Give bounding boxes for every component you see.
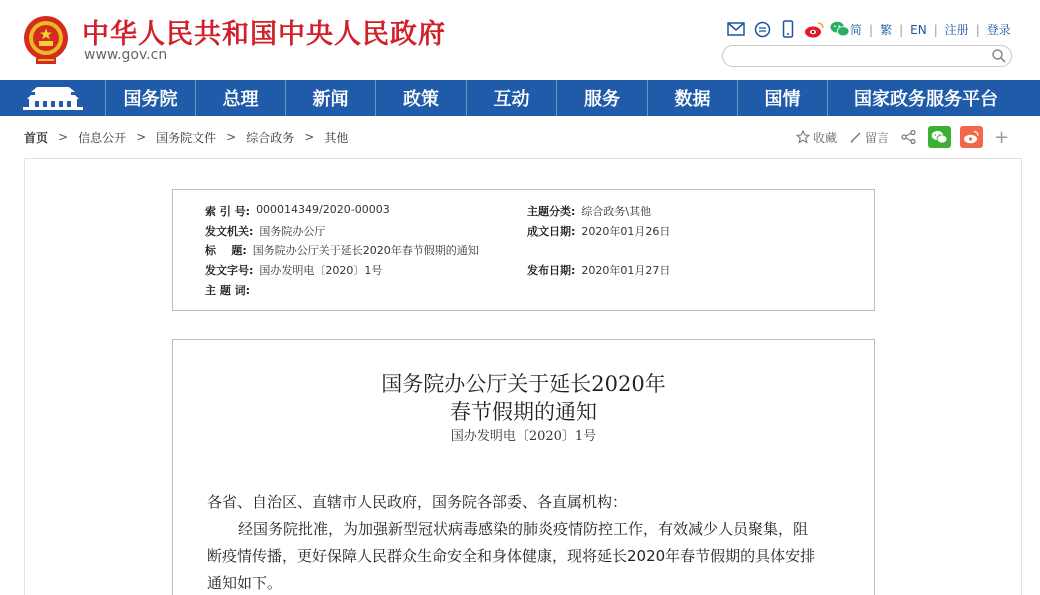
document-title-line-1: 国务院办公厅关于延长2020年 [381, 372, 666, 396]
meta-docno-label: 发文字号: [205, 264, 254, 277]
favorite-label: 收藏 [813, 130, 838, 145]
divider: | [933, 22, 938, 37]
nav-item-services[interactable]: 服务 [557, 80, 648, 116]
meta-title-value: 国务院办公厅关于延长2020年春节假期的通知 [252, 244, 479, 257]
meta-topic [527, 203, 651, 219]
meta-issuer-value: 国务院办公厅 [259, 225, 326, 238]
meta-created [527, 223, 670, 239]
divider: | [869, 22, 874, 37]
nav-item-interaction[interactable]: 互动 [467, 80, 557, 116]
document-body-line-1: 经国务院批准，为加强新型冠状病毒感染的肺炎疫情防控工作，有效减少人员聚集，阻 [238, 520, 809, 538]
meta-title [205, 242, 479, 258]
site-header [0, 0, 1040, 80]
comment-button[interactable] [849, 129, 889, 146]
meta-issuer-label: 发文机关: [205, 225, 254, 238]
share-icon[interactable] [901, 130, 916, 144]
divider: | [899, 22, 904, 37]
page-tools [796, 124, 1009, 150]
meta-published [527, 262, 670, 278]
meta-keywords-label: 主 题 词: [205, 284, 251, 297]
meta-keywords [205, 282, 256, 298]
site-url[interactable]: www.gov.cn [84, 47, 168, 63]
breadcrumb-home[interactable]: 首页 [24, 130, 49, 145]
nav-item-state-council[interactable]: 国务院 [106, 80, 196, 116]
meta-topic-label: 主题分类: [527, 205, 576, 218]
chevron-right-icon: > [226, 130, 237, 144]
top-icons [726, 19, 850, 39]
meta-topic-value: 综合政务\其他 [581, 205, 652, 218]
national-emblem-icon[interactable] [22, 14, 70, 66]
meta-docno-value: 国办发明电〔2020〕1号 [259, 264, 383, 277]
login-link[interactable]: 登录 [986, 23, 1011, 37]
favorite-button[interactable] [796, 129, 837, 146]
register-link[interactable]: 注册 [944, 23, 969, 37]
meta-issuer [205, 223, 325, 239]
tiananmen-icon[interactable] [0, 80, 106, 116]
nav-item-national-info[interactable]: 国情 [738, 80, 828, 116]
meta-title-label: 标 题: [205, 244, 247, 257]
more-button[interactable]: + [994, 126, 1010, 148]
search-box [722, 45, 1012, 67]
star-icon [796, 130, 810, 144]
message-icon[interactable] [752, 19, 772, 39]
phone-icon[interactable] [778, 19, 798, 39]
document-title-line-2: 春节假期的通知 [450, 400, 597, 424]
nav-item-news[interactable]: 新闻 [286, 80, 376, 116]
nav-item-premier[interactable]: 总理 [196, 80, 286, 116]
traditional-link[interactable]: 繁 [880, 23, 893, 37]
document-body-line-2: 断疫情传播，更好保障人民群众生命安全和身体健康，现将延长2020年春节假期的具体安排 [207, 547, 816, 565]
site-title[interactable]: 中华人民共和国中央人民政府 [82, 19, 446, 50]
top-links [850, 21, 1011, 38]
meta-index-label: 索 引 号: [205, 205, 251, 218]
nav-item-data[interactable]: 数据 [648, 80, 738, 116]
document-body-line-3: 通知如下。 [207, 574, 283, 592]
chevron-right-icon: > [136, 130, 147, 144]
wechat-icon[interactable] [830, 19, 850, 39]
weibo-icon[interactable] [804, 19, 824, 39]
divider: | [975, 22, 980, 37]
breadcrumb-state-council-docs[interactable]: 国务院文件 [156, 130, 217, 145]
nav-item-policy[interactable]: 政策 [376, 80, 467, 116]
comment-label: 留言 [865, 130, 890, 145]
search-input[interactable] [735, 47, 985, 67]
breadcrumb [24, 129, 348, 145]
english-link[interactable]: EN [910, 22, 927, 37]
weibo-share-icon[interactable] [960, 126, 983, 148]
pen-icon [849, 131, 862, 144]
meta-published-value: 2020年01月27日 [581, 264, 671, 277]
document-number: 国办发明电〔2020〕1号 [450, 429, 597, 444]
mail-icon[interactable] [726, 19, 746, 39]
breadcrumb-general-affairs[interactable]: 综合政务 [246, 130, 295, 145]
breadcrumb-info-public[interactable]: 信息公开 [78, 130, 127, 145]
document-salutation: 各省、自治区、直辖市人民政府，国务院各部委、各直属机构： [207, 493, 628, 511]
main-nav [0, 80, 1040, 116]
search-icon[interactable] [991, 48, 1007, 64]
meta-docno [205, 262, 382, 278]
meta-index-value: 000014349/2020-00003 [256, 203, 390, 216]
chevron-right-icon: > [58, 130, 69, 144]
chevron-right-icon: > [304, 130, 315, 144]
nav-item-gov-service-platform[interactable]: 国家政务服务平台 [854, 89, 998, 110]
meta-created-value: 2020年01月26日 [581, 225, 671, 238]
meta-index [205, 203, 390, 219]
meta-published-label: 发布日期: [527, 264, 576, 277]
meta-created-label: 成文日期: [527, 225, 576, 238]
breadcrumb-other[interactable]: 其他 [324, 130, 349, 145]
simplified-link[interactable]: 简 [850, 23, 863, 37]
wechat-share-icon[interactable] [928, 126, 951, 148]
